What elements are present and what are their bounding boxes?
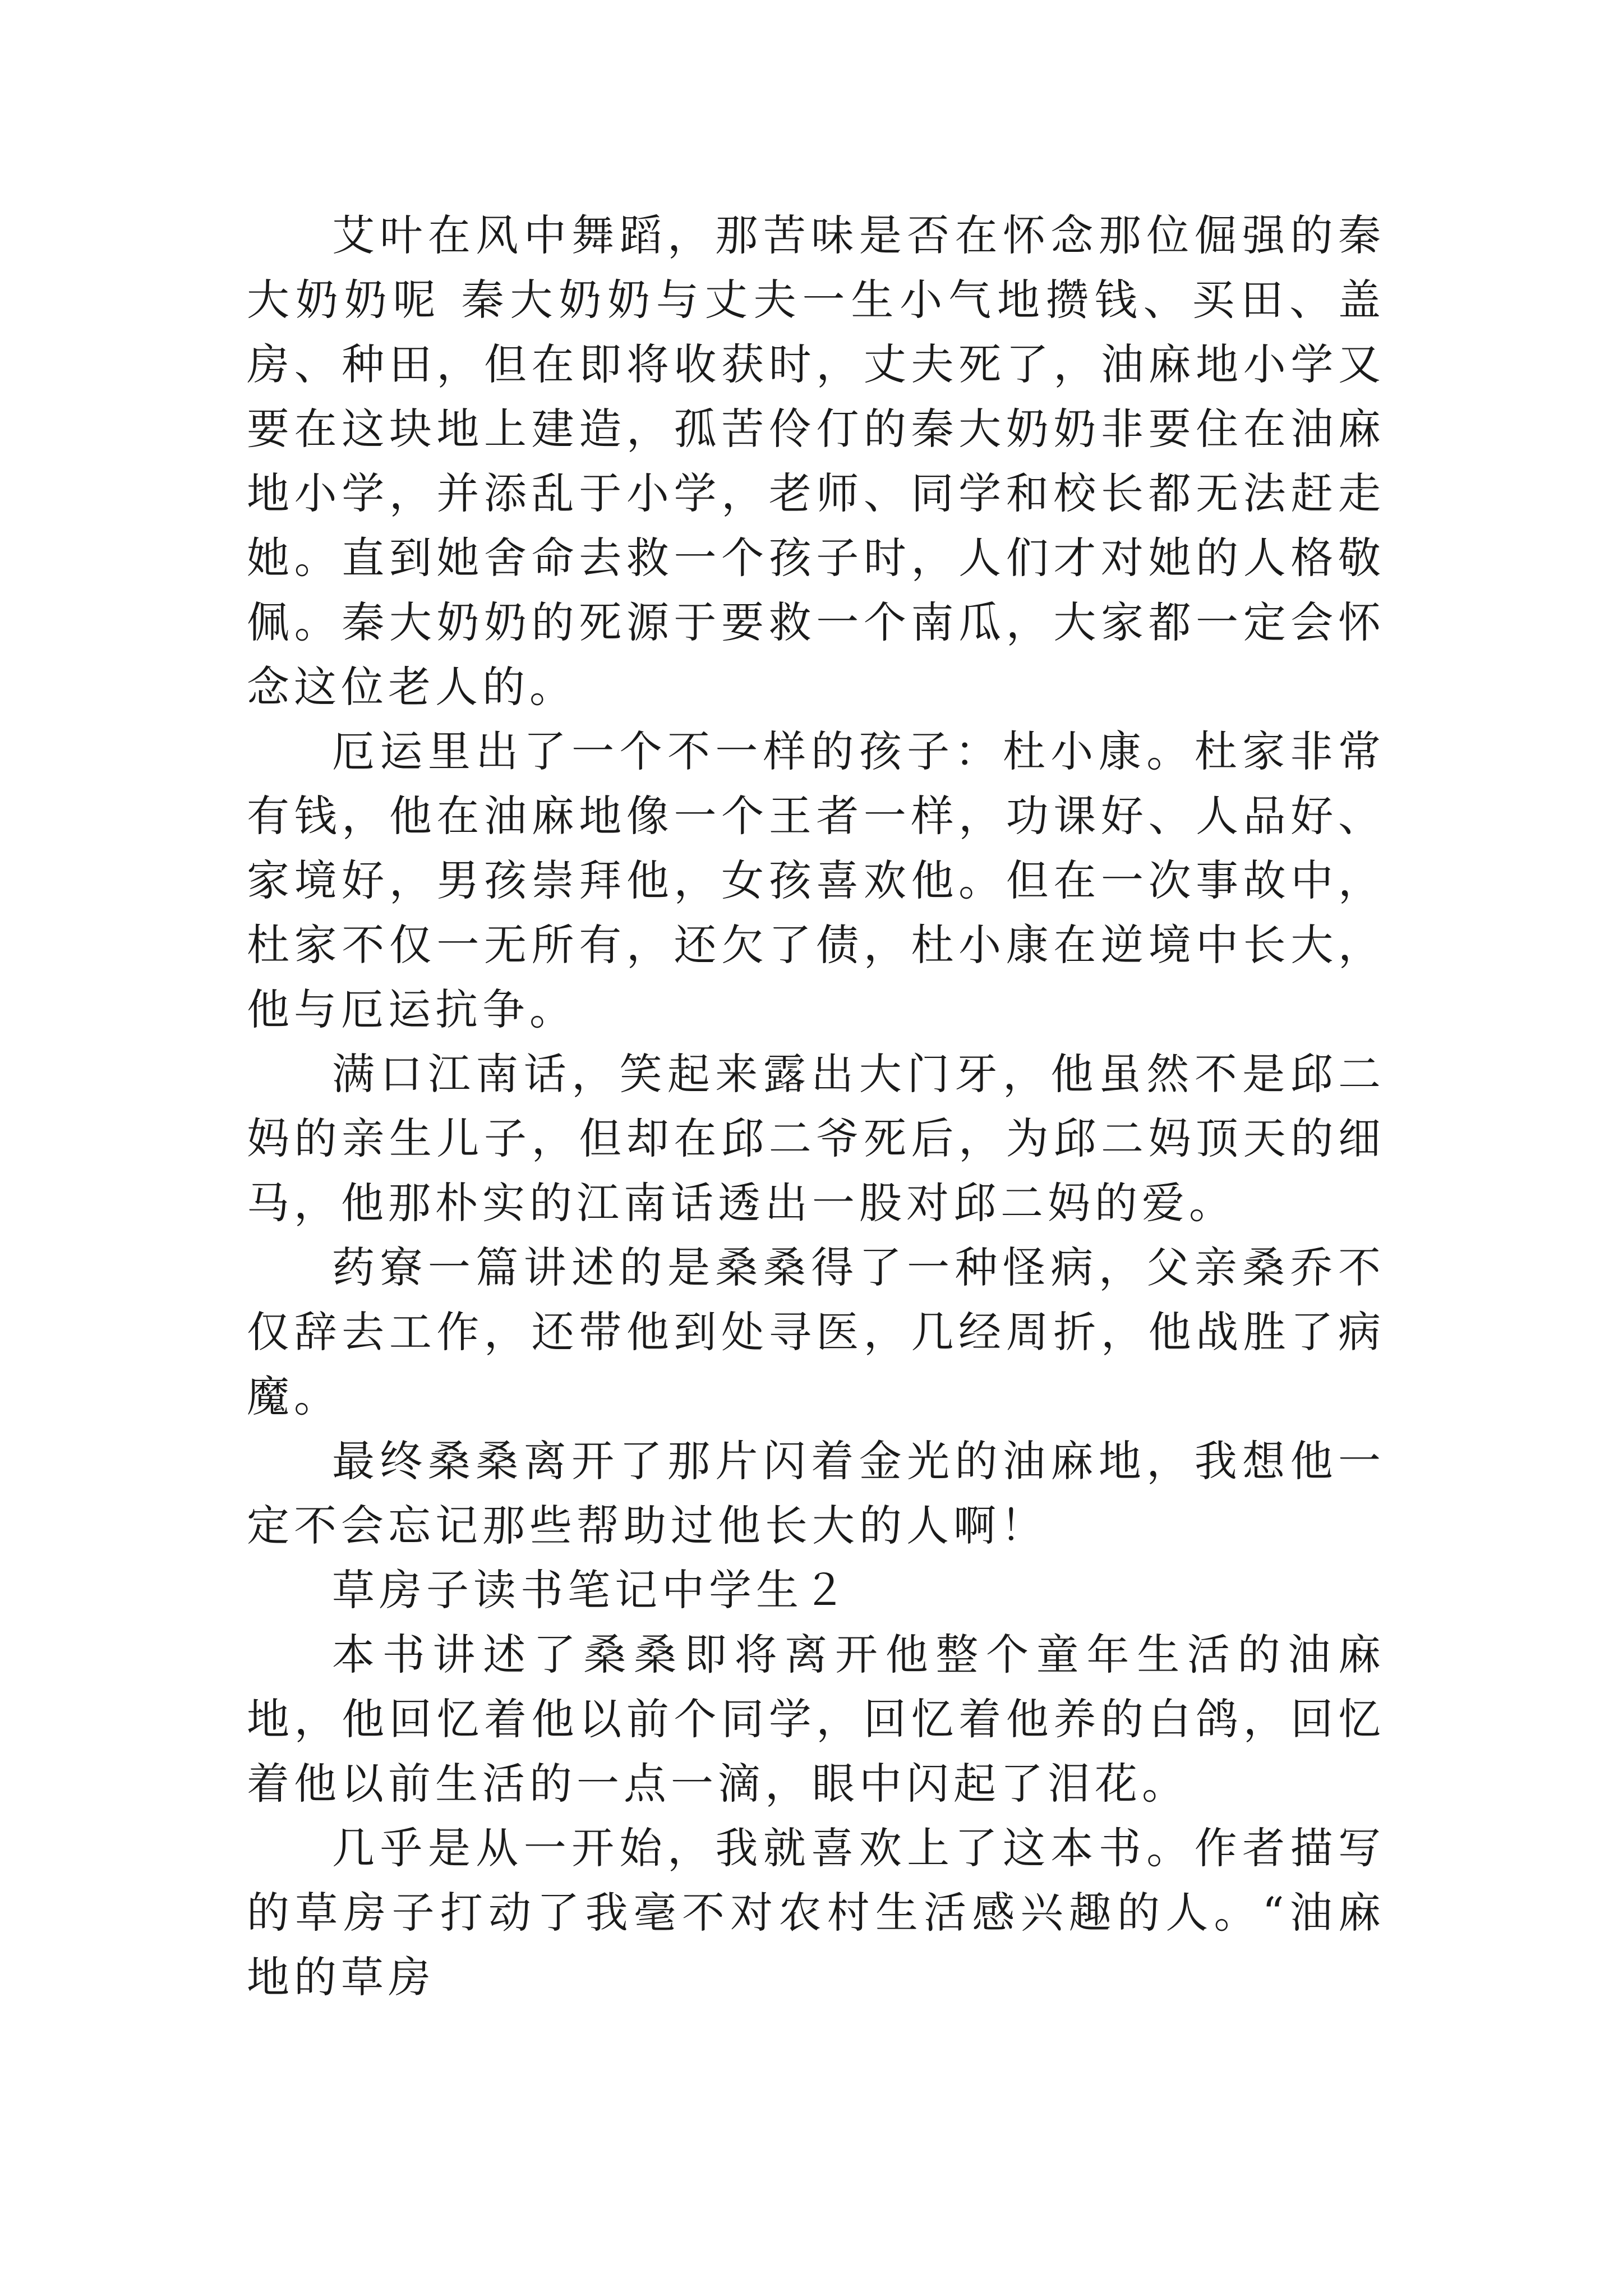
paragraph-xima: 满口江南话，笑起来露出大门牙，他虽然不是邱二妈的亲生儿子，但却在邱二爷死后，为邱二妈顶天的细马，他那朴实的江南话透出一股对邱二妈的爱。 xyxy=(247,1049,1385,1228)
document-body xyxy=(247,203,1385,2009)
paragraph-summary: 本书讲述了桑桑即将离开他整个童年生活的油麻地，他回忆着他以前个同学，回忆着他养的白鸽，回忆着他以前生活的一点一滴，眼中闪起了泪花。 xyxy=(247,1630,1385,1809)
paragraph-first-impression: 几乎是从一开始，我就喜欢上了这本书。作者描写的草房子打动了我毫不对农村生活感兴趣的人。“油麻地的草房 xyxy=(247,1823,1385,2002)
paragraph-medicine-hut: 药寮一篇讲述的是桑桑得了一种怪病，父亲桑乔不仅辞去工作，还带他到处寻医，几经周折，他战胜了病魔。 xyxy=(247,1243,1385,1421)
paragraph-leaving: 最终桑桑离开了那片闪着金光的油麻地，我想他一定不会忘记那些帮助过他长大的人啊！ xyxy=(247,1436,1385,1550)
paragraph-du-xiaokang: 厄运里出了一个不一样的孩子：杜小康。杜家非常有钱，他在油麻地像一个王者一样，功课好、人品好、家境好，男孩崇拜他，女孩喜欢他。但在一次事故中，杜家不仅一无所有，还欠了债，杜小康在逆境中长大，他与厄运抗争。 xyxy=(247,726,1385,1034)
paragraph-qin-grandma: 艾叶在风中舞蹈，那苦味是否在怀念那位倔强的秦大奶奶呢 秦大奶奶与丈夫一生小气地攒钱、买田、盖房、种田，但在即将收获时，丈夫死了，油麻地小学又要在这块地上建造，孤苦伶仃的秦大奶奶非要住在油麻地小学，并添乱于小学，老师、同学和校长都无法赶走她。直到她舍命去救一个孩子时，人们才对她的人格敬佩。秦大奶奶的死源于要救一个南瓜，大家都一定会怀念这位老人的。 xyxy=(247,210,1385,712)
section-heading: 草房子读书笔记中学生２ xyxy=(332,1565,850,1615)
